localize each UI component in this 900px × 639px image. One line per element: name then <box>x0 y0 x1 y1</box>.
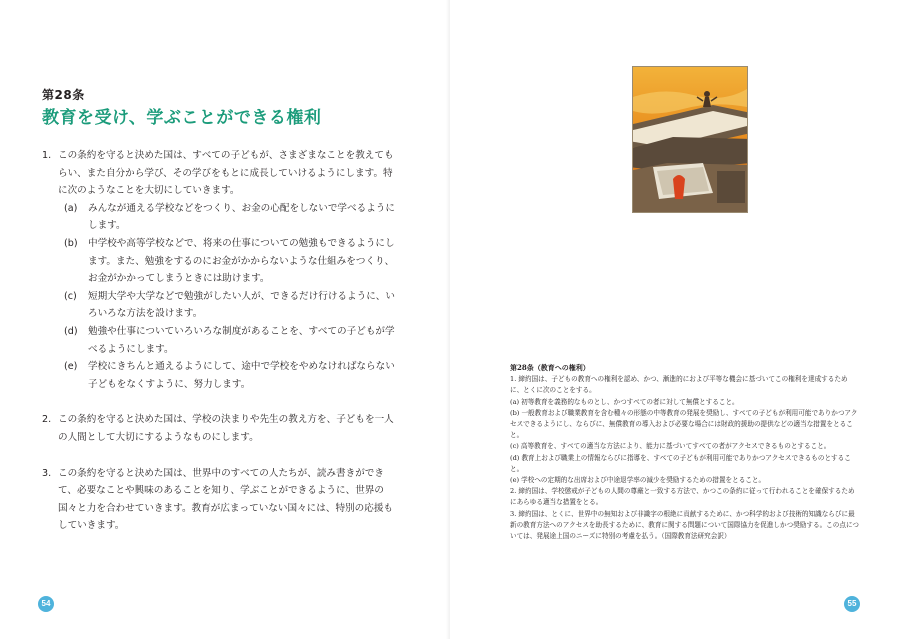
paragraph-1 <box>42 147 402 393</box>
sub-item-text: 勉強や仕事についていろいろな制度があることを、すべての子どもが学べるようにします。 <box>88 325 395 355</box>
sub-item-a <box>58 200 402 235</box>
spacer <box>42 447 402 465</box>
original-text-line: (d) 教育上および職業上の情報ならびに指導を、すべての子どもが利用可能でありかつアクセスできるものとすること。 <box>510 453 851 473</box>
original-text-heading: 第28条（教育への権利） <box>510 363 590 372</box>
paragraph-text: この条約を守ると決めた国は、学校の決まりや先生の教え方を、子どもを一人の人間として大切にするようなものにします。 <box>58 414 394 443</box>
sub-item-c <box>58 288 402 323</box>
sub-item-text: 中学校や高等学校などで、将来の仕事についての勉強もできるようにします。また、勉強をするのにお金がかからないような仕組みをつくり、お金がかかってしまうときには助けます。 <box>88 237 395 285</box>
sub-item-label: (b) <box>64 237 78 249</box>
sub-item-label: (c) <box>64 290 77 302</box>
sub-item-text: みんなが通える学校などをつくり、お金の心配をしないで学べるようにします。 <box>88 202 395 232</box>
original-text-line: 3. 締約国は、とくに、世界中の無知および非識字の根絶に貢献するために、かつ科学的および技術的知識ならびに最新の教育方法へのアクセスを助長するために、教育に関する問題について国際協力を促進しかつ奨励する。この点については、発展途上国のニーズに特別の考慮を払う。（国際教育法研究会訳） <box>510 509 860 541</box>
sub-item-label: (e) <box>64 361 78 373</box>
page-number-left: 54 <box>38 596 54 612</box>
sub-item-d <box>58 323 402 358</box>
illustration-svg <box>633 67 747 212</box>
book-and-figure-illustration <box>632 66 748 213</box>
sub-item-b <box>58 235 402 288</box>
sub-item-text: 短期大学や大学などで勉強がしたい人が、できるだけ行けるように、いろいろな方法を設けます。 <box>88 290 395 320</box>
spacer <box>42 393 402 411</box>
page-number-right: 55 <box>844 596 860 612</box>
paragraph-number: 2. <box>42 414 52 426</box>
sub-item-label: (d) <box>64 325 78 337</box>
sub-item-e <box>58 358 402 393</box>
original-text-line: (e) 学校への定期的な出席および中途退学率の減少を奨励するための措置をとること。 <box>510 476 766 485</box>
original-text-line: (a) 初等教育を義務的なものとし、かつすべての者に対して無償とすること。 <box>510 397 739 406</box>
original-text-line: 1. 締約国は、子どもの教育への権利を認め、かつ、漸進的におよび平等な機会に基づいてこの権利を達成するために、とくに次のことをする。 <box>510 375 848 395</box>
paragraph-text: この条約を守ると決めた国は、世界中のすべての人たちが、読み書きができて、必要なことや興味のあることを知り、学ぶことができるように、世界の国々と力を合わせていきます。教育が広まっていない国々には、特別の応援もしていきます。 <box>58 467 394 532</box>
sub-item-label: (a) <box>64 202 78 214</box>
original-treaty-text <box>510 362 860 542</box>
paragraph-text: この条約を守ると決めた国は、すべての子どもが、さまざまなことを教えてもらい、また自分から学び、その学びをもとに成長していけるようにします。特に次のようなことを大切にしていきます。 <box>58 150 394 197</box>
article-body <box>42 147 402 535</box>
paragraph-number: 3. <box>42 467 52 479</box>
paragraph-number: 1. <box>42 150 52 161</box>
original-text-line: (b) 一般教育および職業教育を含む種々の形態の中等教育の発展を奨励し、すべての子どもが利用可能でありかつアクセスできるようにし、ならびに、無償教育の導入および必要な場合には財政的援助の提供などの適当な措置をとること。 <box>510 408 858 440</box>
paragraph-3 <box>42 465 402 535</box>
original-text-line: 2. 締約国は、学校懲戒が子どもの人間の尊厳と一致する方法で、かつこの条約に従って行われることを確保するためにあらゆる適当な措置をとる。 <box>510 487 855 507</box>
paragraph-2 <box>42 411 402 446</box>
original-text-line: (c) 高等教育を、すべての適当な方法により、能力に基づいてすべての者がアクセスできるものとすること。 <box>510 442 831 451</box>
article-label: 第28条 <box>42 88 85 102</box>
article-title: 教育を受け、学ぶことができる権利 <box>42 108 322 128</box>
sub-item-text: 学校にきちんと通えるようにして、途中で学校をやめなければならない子どもをなくすように、努力します。 <box>88 361 395 390</box>
